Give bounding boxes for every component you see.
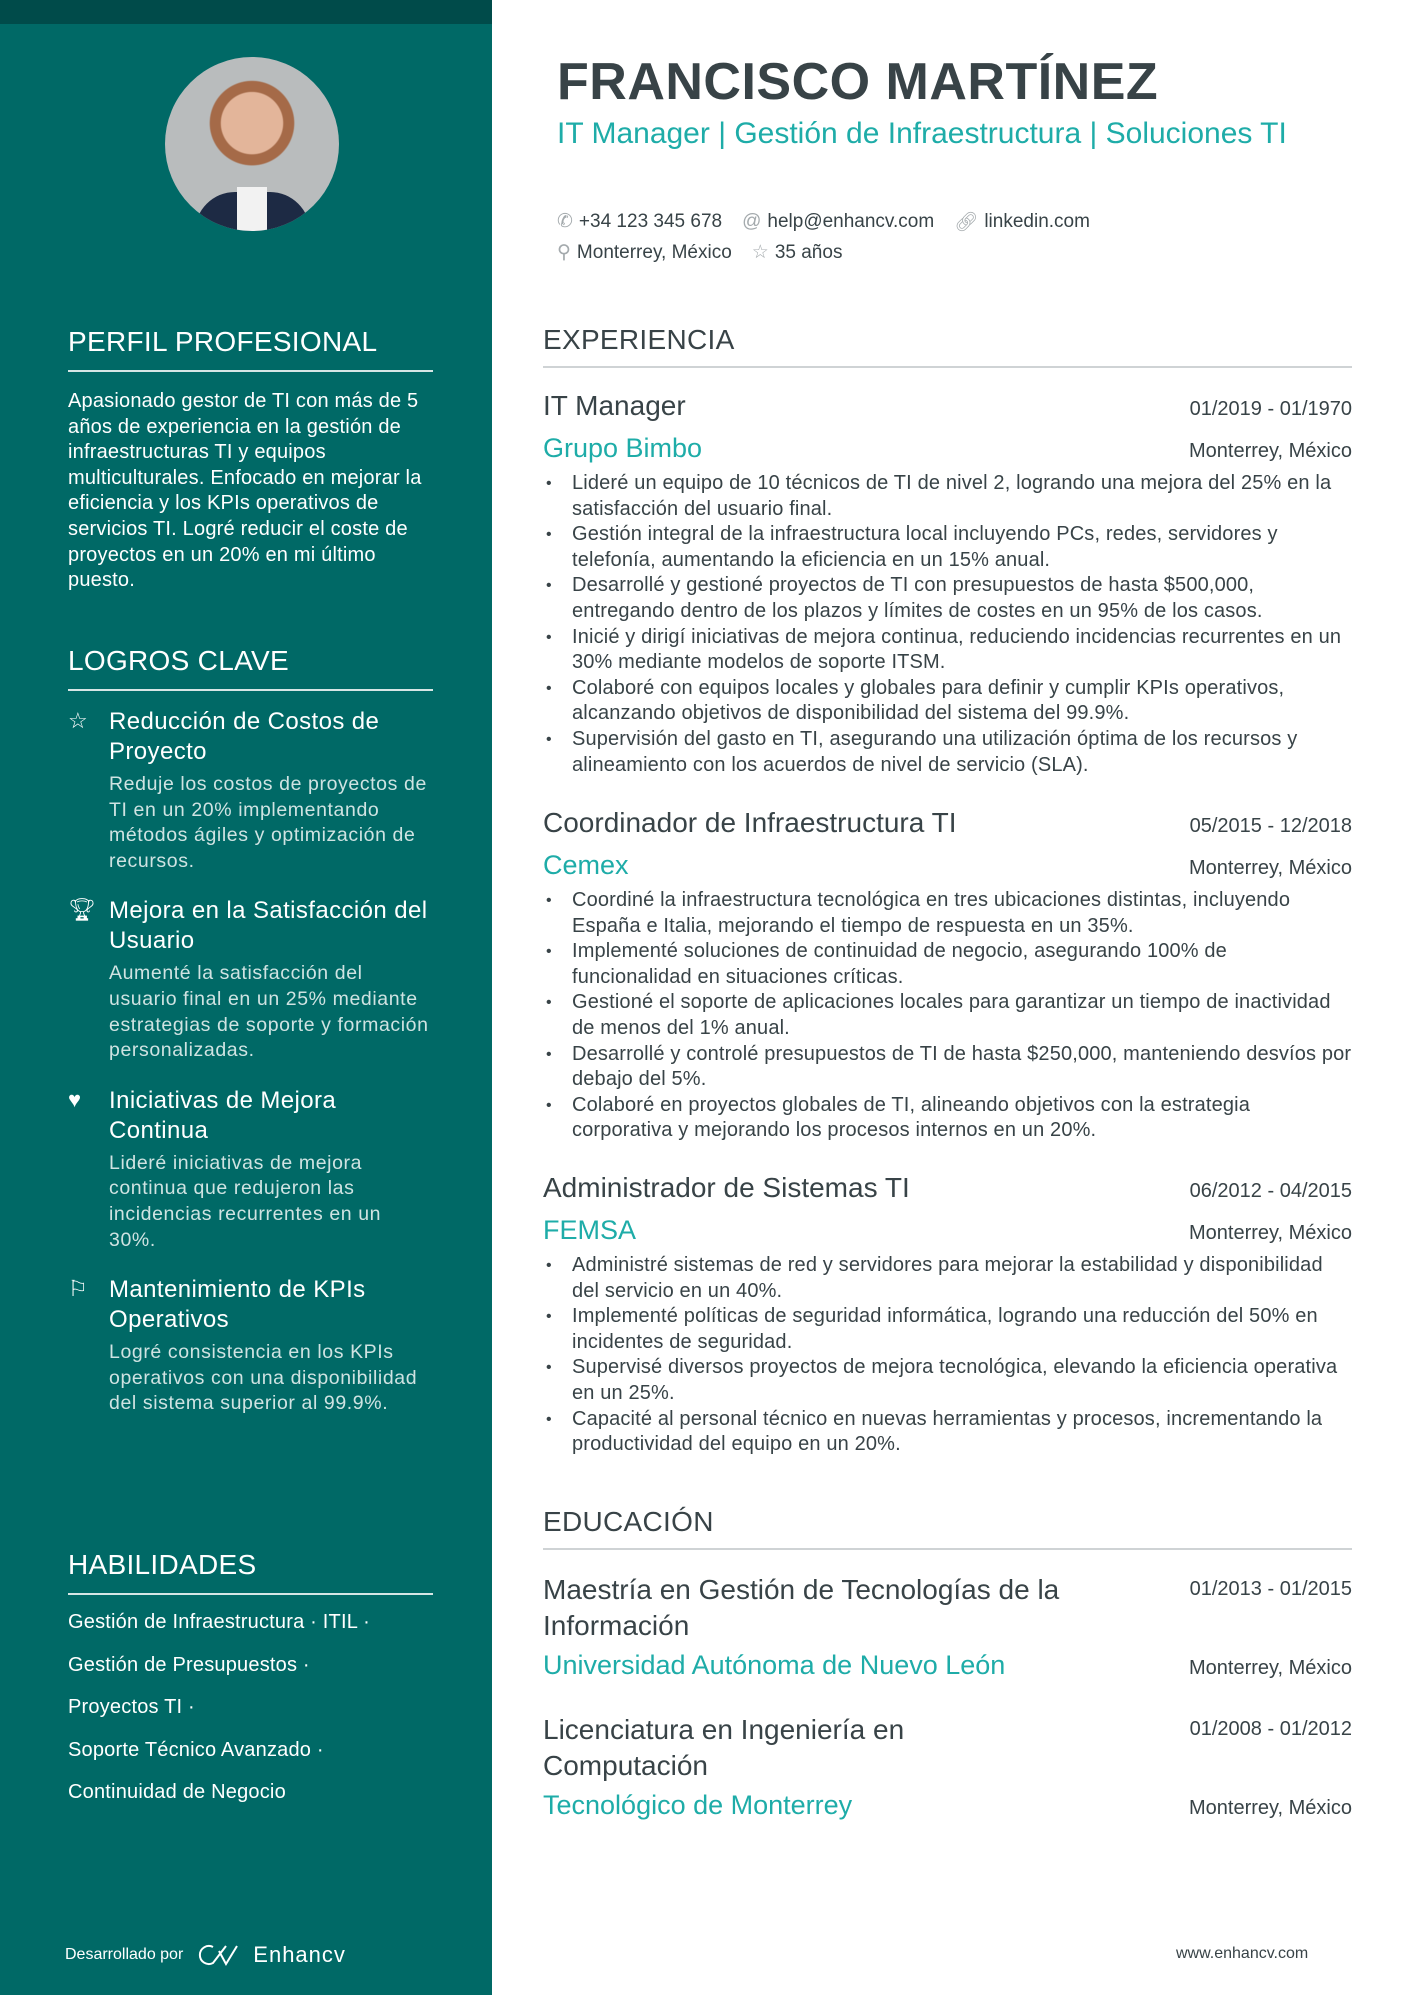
- company-name: FEMSA: [543, 1215, 637, 1245]
- skill-item: Soporte Técnico Avanzado ·: [68, 1738, 324, 1761]
- candidate-name: FRANCISCO MARTÍNEZ: [557, 53, 1159, 111]
- brand-name: Enhancv: [253, 1942, 346, 1967]
- job-location: Monterrey, México: [1188, 857, 1352, 879]
- achievement-text: Lideré iniciativas de mejora continua que redujeron las incidencias recurrentes en un 30%.: [109, 1151, 382, 1251]
- heart-icon: ♥: [68, 1086, 82, 1112]
- bullet-item: • Coordiné la infraestructura tecnológica en tres ubicaciones distintas, incluyendo España e Italia, mejorando el tiempo de respuesta en un 35%.: [543, 888, 1352, 939]
- company-name: Cemex: [543, 850, 629, 880]
- job-title: Coordinador de Infraestructura TI: [543, 807, 957, 838]
- email-icon: @: [742, 210, 762, 232]
- contact-info: [557, 206, 1090, 268]
- skills-section: [68, 1549, 433, 1822]
- bullet-item: • Colaboré en proyectos globales de TI, alineando objetivos con la estrategia corporativa y mejorando los procesos internos en un 20%.: [543, 1093, 1352, 1144]
- job-entry: [543, 389, 1352, 778]
- education-dates: 01/2013 - 01/2015: [1189, 1578, 1352, 1600]
- section-title: LOGROS CLAVE: [68, 645, 433, 691]
- bullet-item: • Supervisé diversos proyectos de mejora tecnológica, elevando la eficiencia operativa en un 25%.: [543, 1355, 1352, 1406]
- link-icon: 🔗︎: [954, 211, 979, 233]
- achievement-text: Reduje los costos de proyectos de TI en un 20% implementando métodos ágiles y optimización de recursos.: [109, 773, 427, 872]
- achievement-title: Mantenimiento de KPIs Operativos: [109, 1276, 366, 1334]
- bullet-item: • Gestioné el soporte de aplicaciones locales para garantizar un tiempo de inactividad de menos del 1% anual.: [543, 990, 1352, 1041]
- top-strip: [0, 0, 492, 24]
- achievement-item: [68, 896, 433, 1063]
- bullet-item: • Inicié y dirigí iniciativas de mejora continua, reduciendo incidencias recurrentes en un 30% mediante modelos de soporte ITSM.: [543, 625, 1352, 676]
- flag-icon: ⚐: [68, 1276, 88, 1302]
- job-title: IT Manager: [543, 390, 686, 421]
- education-dates: 01/2008 - 01/2012: [1189, 1718, 1352, 1740]
- section-title: EDUCACIÓN: [543, 1506, 1352, 1550]
- location: Monterrey, México: [576, 241, 732, 263]
- age: 35 años: [774, 241, 843, 263]
- bullet-item: • Lideré un equipo de 10 técnicos de TI de nivel 2, logrando una mejora del 25% en la satisfacción del usuario final.: [543, 471, 1352, 522]
- achievement-item: [68, 1086, 433, 1253]
- education-section: [543, 1506, 1352, 1550]
- candidate-headline: IT Manager | Gestión de Infraestructura | Soluciones TI: [557, 117, 1287, 150]
- achievement-title: Mejora en la Satisfacción del Usuario: [109, 897, 428, 955]
- bullet-item: • Gestión integral de la infraestructura local incluyendo PCs, redes, servidores y telefonía, aumentando la eficiencia en un 15% anual.: [543, 522, 1352, 573]
- school-name: Tecnológico de Monterrey: [543, 1790, 853, 1820]
- bullet-item: • Implementé políticas de seguridad informática, logrando una reducción del 50% en incidentes de seguridad.: [543, 1304, 1352, 1355]
- star-icon: ☆: [68, 708, 88, 733]
- job-dates: 06/2012 - 04/2015: [1189, 1180, 1352, 1202]
- bullet-item: • Administré sistemas de red y servidores para mejorar la estabilidad y disponibilidad del servicio en un 40%.: [543, 1253, 1352, 1304]
- education-entry: [543, 1572, 1352, 1682]
- star-icon: ☆: [751, 242, 769, 263]
- bullet-item: • Desarrollé y gestioné proyectos de TI con presupuestos de hasta $500,000, entregando dentro de los plazos y límites de costes en un 95% de los casos.: [543, 573, 1352, 624]
- enhancv-logo-icon: [193, 1942, 239, 1968]
- section-title: PERFIL PROFESIONAL: [68, 326, 433, 372]
- achievements-section: [68, 645, 433, 1439]
- email-link[interactable]: help@enhancv.com: [767, 210, 935, 232]
- job-dates: 01/2019 - 01/1970: [1189, 398, 1352, 420]
- powered-by-label: Desarrollado por: [65, 1946, 184, 1963]
- bullet-item: • Colaboré con equipos locales y globales para definir y cumplir KPIs operativos, alcanzando objetivos de disponibilidad del sistema del 99.9%.: [543, 676, 1352, 727]
- profile-text: Apasionado gestor de TI con más de 5 años de experiencia en la gestión de infraestructuras TI y equipos multiculturales. Enfocado en mejorar la eficiencia y los KPIs operativos de servicios TI. Logré reducir el coste de proyectos en un 20% en mi último puesto.: [68, 390, 422, 592]
- section-title: HABILIDADES: [68, 1549, 433, 1595]
- achievement-text: Logré consistencia en los KPIs operativos con una disponibilidad del sistema superior al 99.9%.: [109, 1341, 418, 1415]
- job-dates: 05/2015 - 12/2018: [1189, 815, 1352, 837]
- experience-section: [543, 324, 1352, 368]
- website-link[interactable]: www.enhancv.com: [1176, 1945, 1309, 1962]
- achievement-title: Reducción de Costos de Proyecto: [109, 708, 380, 765]
- achievement-item: [68, 1275, 433, 1417]
- sidebar: [0, 0, 492, 1995]
- degree-title: Maestría en Gestión de Tecnologías de la Información: [543, 1574, 1060, 1641]
- company-name: Grupo Bimbo: [543, 433, 703, 463]
- bullet-item: • Supervisión del gasto en TI, asegurando una utilización óptima de los recursos y alineamiento con los acuerdos de nivel de servicio (SLA).: [543, 727, 1352, 778]
- school-name: Universidad Autónoma de Nuevo León: [543, 1650, 1006, 1680]
- education-location: Monterrey, México: [1188, 1657, 1352, 1679]
- achievement-item: [68, 707, 433, 874]
- achievement-text: Aumenté la satisfacción del usuario final en un 25% mediante estrategias de soporte y formación personalizadas.: [109, 962, 429, 1062]
- bullet-item: • Capacité al personal técnico en nuevas herramientas y procesos, incrementando la productividad del equipo en un 20%.: [543, 1407, 1352, 1458]
- powered-by: [65, 1942, 346, 1968]
- job-entry: [543, 806, 1352, 1144]
- bullet-item: • Desarrollé y controlé presupuestos de TI de hasta $250,000, manteniendo desvíos por debajo del 5%.: [543, 1042, 1352, 1093]
- skill-item: Continuidad de Negocio: [68, 1781, 286, 1803]
- job-title: Administrador de Sistemas TI: [543, 1172, 910, 1203]
- education-location: Monterrey, México: [1188, 1797, 1352, 1819]
- skill-item: Gestión de Presupuestos ·: [68, 1653, 310, 1676]
- phone: +34 123 345 678: [578, 210, 723, 232]
- bullet-item: • Implementé soluciones de continuidad de negocio, asegurando 100% de funcionalidad en situaciones críticas.: [543, 939, 1352, 990]
- location-pin-icon: ⚲: [557, 242, 571, 263]
- trophy-icon: 🏆︎: [68, 897, 96, 923]
- section-title: EXPERIENCIA: [543, 324, 1352, 368]
- achievement-title: Iniciativas de Mejora Continua: [109, 1086, 337, 1144]
- profile-photo: [165, 57, 339, 231]
- degree-title: Licenciatura en Ingeniería en Computación: [543, 1714, 905, 1781]
- skill-item: Gestión de Infraestructura · ITIL ·: [68, 1611, 370, 1633]
- linkedin-link[interactable]: linkedin.com: [984, 210, 1090, 232]
- education-entry: [543, 1712, 1352, 1822]
- job-entry: [543, 1171, 1352, 1458]
- phone-icon: ✆: [557, 211, 573, 232]
- job-location: Monterrey, México: [1188, 1222, 1352, 1244]
- job-location: Monterrey, México: [1188, 440, 1352, 462]
- profile-section: [68, 326, 433, 594]
- skill-item: Proyectos TI ·: [68, 1696, 195, 1718]
